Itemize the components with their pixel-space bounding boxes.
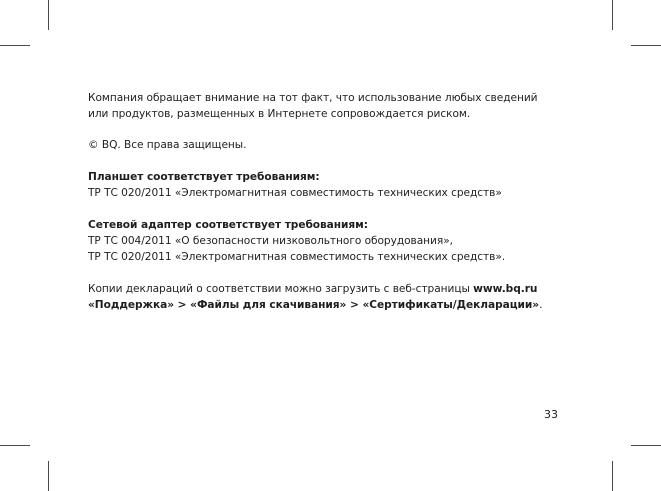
- page-number: 33: [544, 408, 558, 421]
- page-content: [88, 90, 568, 313]
- adapter-standard-2: ТР ТС 020/2011 «Электромагнитная совместимость технических средств».: [88, 251, 506, 263]
- crop-mark-bottom-left: [48, 461, 49, 491]
- adapter-heading: Сетевой адаптер соответствует требованиям:: [88, 219, 368, 231]
- declarations-line-2: [88, 297, 568, 313]
- support-url-link[interactable]: www.bq.ru: [473, 283, 538, 295]
- tablet-standard-1: ТР ТС 020/2011 «Электромагнитная совместимость технических средств»: [88, 187, 502, 199]
- tablet-heading: Планшет соответствует требованиям:: [88, 171, 320, 183]
- declarations-end: .: [539, 299, 543, 311]
- crop-mark-top-left-h: [0, 45, 30, 46]
- crop-mark-top-left: [48, 0, 49, 30]
- crop-mark-bottom-left-h: [0, 445, 30, 446]
- crop-mark-bottom-right-h: [631, 445, 661, 446]
- support-path: «Поддержка» > «Файлы для скачивания» > «Сертификаты/Декларации»: [88, 299, 540, 311]
- adapter-standard-1: ТР ТС 004/2011 «О безопасности низковольтного оборудования»,: [88, 235, 453, 247]
- crop-mark-top-right: [612, 0, 613, 30]
- crop-mark-top-right-h: [631, 45, 661, 46]
- copyright-line: © BQ. Все права защищены.: [88, 139, 247, 151]
- notice-line-2: или продуктов, размещенных в Интернете сопровождается риском.: [88, 108, 471, 120]
- crop-mark-bottom-right: [612, 461, 613, 491]
- declarations-text: Копии деклараций о соответствии можно загрузить с веб-страницы: [88, 283, 474, 295]
- notice-line-1: Компания обращает внимание на тот факт, что использование любых сведений: [88, 92, 538, 104]
- declarations-line-1: [88, 281, 568, 297]
